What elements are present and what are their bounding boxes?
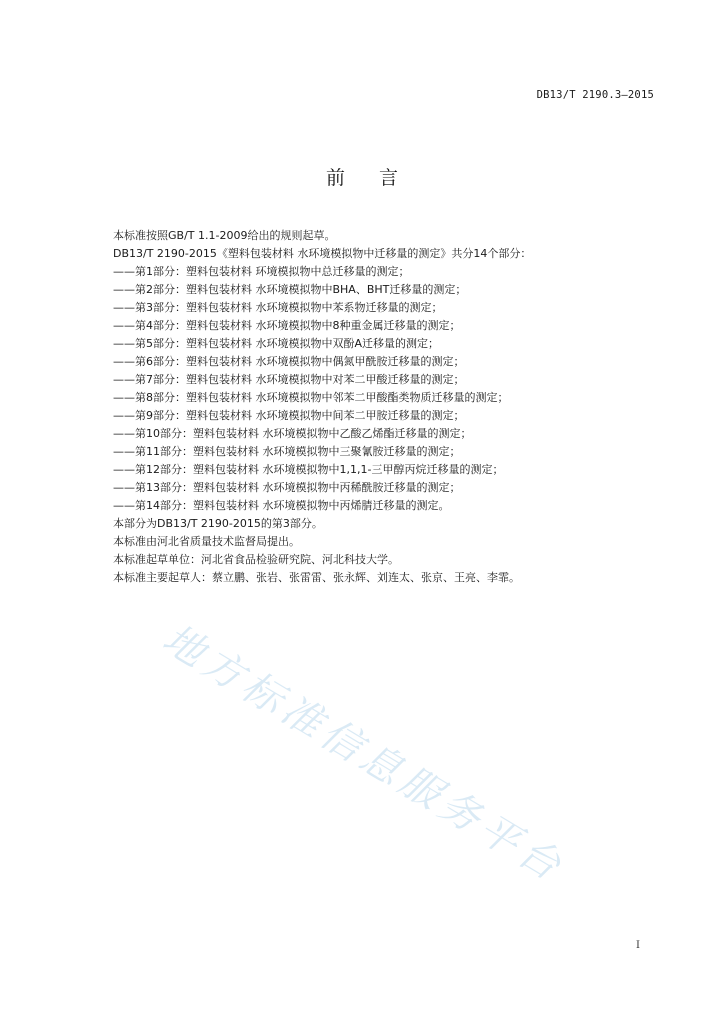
document-number: DB13/T 2190.3—2015 [536,89,654,101]
part-list-item: ——第3部分：塑料包装材料 水环境模拟物中苯系物迁移量的测定； [113,301,443,314]
part-list-item: ——第9部分：塑料包装材料 水环境模拟物中间苯二甲胺迁移量的测定； [113,409,465,422]
series-paragraph: DB13/T 2190-2015《塑料包装材料 水环境模拟物中迁移量的测定》共分14个部分： [113,247,532,260]
part-list-item: ——第4部分：塑料包装材料 水环境模拟物中8种重金属迁移量的测定； [113,319,461,332]
part-note-paragraph: 本部分为DB13/T 2190-2015的第3部分。 [113,517,323,530]
intro-paragraph: 本标准按照GB/T 1.1-2009给出的规则起草。 [113,229,336,242]
page-title: 前言 [325,167,432,189]
part-list-item: ——第6部分：塑料包装材料 水环境模拟物中偶氮甲酰胺迁移量的测定； [113,355,465,368]
part-list-item: ——第2部分：塑料包装材料 水环境模拟物中BHA、BHT迁移量的测定； [113,283,467,296]
part-list-item: ——第14部分：塑料包装材料 水环境模拟物中丙烯腈迁移量的测定。 [113,499,450,512]
drafting-units-paragraph: 本标准起草单位：河北省食品检验研究院、河北科技大学。 [113,553,399,566]
document-body [113,227,633,587]
part-list-item: ——第12部分：塑料包装材料 水环境模拟物中1,1,1-三甲醇丙烷迁移量的测定； [113,463,504,476]
part-list-item: ——第1部分：塑料包装材料 环境模拟物中总迁移量的测定； [113,265,410,278]
proposer-paragraph: 本标准由河北省质量技术监督局提出。 [113,535,300,548]
part-list-item: ——第11部分：塑料包装材料 水环境模拟物中三聚氰胺迁移量的测定； [113,445,461,458]
part-list-item: ——第5部分：塑料包装材料 水环境模拟物中双酚A迁移量的测定； [113,337,440,350]
page-number: I [636,940,640,951]
part-list-item: ——第13部分：塑料包装材料 水环境模拟物中丙稀酰胺迁移量的测定； [113,481,461,494]
part-list-item: ——第10部分：塑料包装材料 水环境模拟物中乙酸乙烯酯迁移量的测定； [113,427,472,440]
drafters-paragraph: 本标准主要起草人：蔡立鹏、张岩、张雷雷、张永辉、刘连太、张京、王亮、李霏。 [113,571,520,584]
watermark: 地方标准信息服务平台 [154,615,573,893]
part-list-item: ——第7部分：塑料包装材料 水环境模拟物中对苯二甲酸迁移量的测定； [113,373,465,386]
part-list-item: ——第8部分：塑料包装材料 水环境模拟物中邻苯二甲酸酯类物质迁移量的测定； [113,391,509,404]
